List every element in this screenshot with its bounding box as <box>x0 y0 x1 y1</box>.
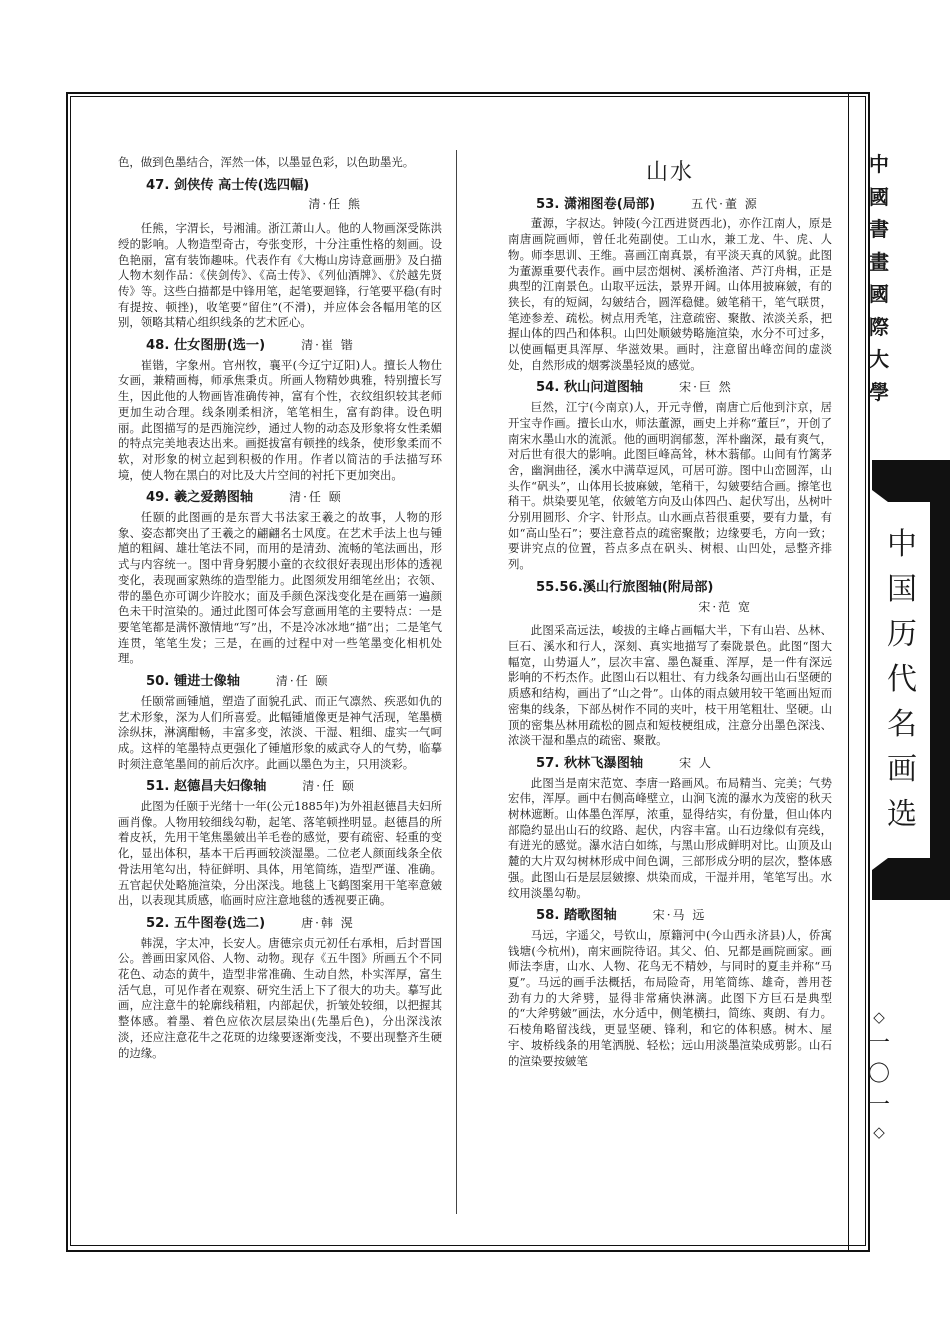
entry-author: 清·任 熊 <box>308 197 362 212</box>
page-number-block <box>864 1006 894 1143</box>
entry-text: 此图为任颐于光绪十一年(公元1885年)为外祖赵德昌夫妇所画肖像。人物用较细线勾勒，起笔、落笔顿挫明显。赵德昌的所着皮袄，先用干笔焦墨皴出羊毛卷的感觉，要有疏密、轻重的变化，显出体积，基本干后再画较淡湿墨。二位老人颜面线条全依骨法用笔勾出，特征鲜明、具体，用笔简练，造型严谨、准确。五官起伏处略施渲染，分出深浅。地毯上飞鹤图案用干笔率意皴出，以表现其质感，临画时应注意地毯的透视要正确。 <box>118 799 442 908</box>
entry-author: 宋·马 远 <box>652 908 707 923</box>
spine-divider <box>848 92 849 1252</box>
entry-title: 54. 秋山问道图轴 <box>536 380 644 396</box>
entry-text: 巨然，江宁(今南京)人，开元寺僧，南唐亡后他到汴京，居开宝寺作画。擅长山水，师法董源，画史上并称“董巨”，开创了南宋水墨山水的流派。他的画明润郁葱，浑朴幽深，最有爽气，对后世有很大的影响。此图巨峰高耸，林木蓊郁。山间有竹篱茅舍，幽涧曲径，溪水中满草逗风，可居可游。图中山峦圆浑，山头作“矾头”，山体用长披麻皴，笔稍干，勾皴要结合画。擦笔也稍干。烘染要见笔，依皴笔方向及山体四凸、起伏写出，丛树叶分别用圆形、介字、针形点。山水画点苔很重要，要有力量，有如“高山坠石”；要注意苔点的疏密聚散；边缘要毛，方向一致；要讲究点的位置，苔点多点在矾头、树根、山凹处，忌整齐排列。 <box>508 400 832 572</box>
column-divider <box>456 150 457 1214</box>
entry-text: 董源，字叔达。钟陵(今江西进贤西北)，亦作江南人，原是南唐画院画师，曾任北苑副使。工山水，兼工龙、牛、虎、人物。师李思训、王维。喜画江南真景，有平淡天真的风貌。此图为董源重要代表作。画中层峦烟树、溪桥渔渚、芦汀舟楫，正是典型的江南景色。山取平远法，景界开阔。山体用披麻皴，有的狭长，有的短阔，勾皴结合，圆浑稳健。皴笔稍干，笔气联贯，笔迹参差、疏松。树点用秃笔，注意疏密、聚散、浓淡关系，把握山体的四凸和体积。山凹处顺皴势略施渲染，水分不可过多，以使画幅更具浑厚、华滋效果。画时，注意留出峰峦间的虚淡处，自然形成的烟雾淡墨轻岚的感觉。 <box>508 216 832 372</box>
section-title: 山水 <box>645 160 694 185</box>
left-column <box>118 155 442 1061</box>
entry-title: 57. 秋林飞瀑图轴 <box>536 755 644 771</box>
entry-heading <box>146 916 442 932</box>
entry-author: 唐·韩 滉 <box>301 915 355 930</box>
right-column <box>508 160 832 1069</box>
intro-tail: 色，做到色墨结合，浑然一体，以墨显色彩，以色助墨光。 <box>118 155 415 169</box>
entry-heading: 47. 剑侠传 高士传(选四幅) <box>146 177 310 193</box>
entry-title: 58. 踏歌图轴 <box>536 908 617 924</box>
diamond-ornament-top: ◇ <box>873 1008 885 1026</box>
book-title: 中国历代名画选 <box>887 527 917 832</box>
entry-title: 49. 羲之爱鹅图轴 <box>146 490 254 506</box>
entry-text: 韩滉，字太冲，长安人。唐德宗贞元初任右承相，后封晋国公。善画田家风俗、人物、动物。现存《五牛图》所画五个不同花色、动态的黄牛，造型非常准确、生动自然，朴实浑厚，富生活气息，可见作者在观察、研究生活上下了很大的功夫。摹写此画，应注意牛的轮廓线稍粗，内部起伏，折皱处较细，以把握其整体感。着墨、着色应依次层层染出(先墨后色)，分出深浅浓淡，还应注意花牛之花斑的边缘要逐渐变浅，不要出现整齐生硬的边缘。 <box>118 935 442 1060</box>
entry-author: 清·任 颐 <box>289 490 343 505</box>
entry-author: 宋·范 宽 <box>698 599 752 614</box>
entry-author: 宋 人 <box>679 755 713 770</box>
entry-text: 任颐的此图画的是东晋大书法家王羲之的故事，人物的形象、姿态都突出了王羲之的翩翩名士风度。在艺术手法上也与锺馗的粗阔、雄壮笔法不同，而用的是清劲、流畅的笔法画出，形式与内容统一。图中背身躬腰小童的衣纹很好表现出形体的透视变化，表现画家熟练的造型能力。此图须发用细笔丝出；衣领、带的墨色亦可调少许胶水；面及手颜色深浅变化是在画第一遍颜色未干时渲染的。通过此图可体会写意画用笔的主要特点：一是要笔笔都是满怀激情地“写”出，不是冷冰冰地“描”出；二是笔气连贯，笔笔生发；三是，在画的过程中对一些笔墨变化相机处理。 <box>118 510 442 666</box>
entry-text: 任颐常画锺馗，塑造了面貌孔武、而正气凛然、疾恶如仇的艺术形象，深为人们所喜爱。此幅锺馗像更是神气活现，笔墨横涂纵抹，淋漓酣畅，丰富多变，浓淡、干湿、粗细、虚实一气呵成。这样的笔墨特点更强化了锺馗形象的威武夺人的气势，临摹时须注意笔墨间的前后次序。此画以墨色为主，只用淡彩。 <box>118 693 442 771</box>
entry-heading <box>536 756 832 772</box>
entry-title: 48. 仕女图册(选一) <box>146 338 266 354</box>
entry-heading <box>146 338 442 354</box>
entry-heading <box>146 490 442 506</box>
entry-author: 宋·巨 然 <box>679 380 733 395</box>
entry-text: 崔锴，字象州。官州牧，襄平(今辽宁辽阳)人。擅长人物仕女画，兼精画梅，师承焦秉贞。所画人物精妙典雅，特别擅长写生，因此他的人物画皆准确传神，富有个性，衣纹组织较其老师更加生动合理。线条刚柔相济，笔笔相生，富有韵律。设色明丽。此图描写的是西施浣纱，通过人物的动态及形象将女性柔媚的特点完美地表达出来。画挺拔富有顿挫的线条，使形象柔而不软，对形象的树立起到积极的作用。作者以简洁的手法描写环境，使人物在黑白的对比及大片空间的衬托下更加突出。 <box>118 357 442 482</box>
entry-title: 53. 潇湘图卷(局部) <box>536 196 656 212</box>
entry-title: 52. 五牛图卷(选二) <box>146 915 266 931</box>
entry-heading: 55.56.溪山行旅图轴(附局部) <box>536 579 714 595</box>
entry-heading <box>536 908 832 924</box>
entry-author: 清·任 颐 <box>302 779 356 794</box>
entry-author: 五代·董 源 <box>691 196 759 211</box>
entry-text: 马远，字遥父，号钦山，原籍河中(今山西永济县)人，侨寓钱塘(今杭州)，南宋画院待诏。其父、伯、兄都是画院画家。画师法李唐，山水、人物、花鸟无不精妙，与同时的夏圭并称“马夏”。马远的画手法概括，布局险奇，用笔简练、雄奇，善用苍劲有力的大斧劈，显得非常痛快淋漓。此图下方巨石是典型的“大斧劈皴”画法，水分适中，侧笔横扫，简练、爽朗、有力。石棱角略留浅线，更显坚硬、锋利，和它的体积感。树木、屋宇、坡桥线条的用笔洒脱、轻松；远山用淡墨渲染成剪影。山石的渲染要按皴笔 <box>508 927 832 1068</box>
diamond-ornament-bottom: ◇ <box>873 1123 885 1141</box>
entry-text: 此图当是南宋范宽、李唐一路画风。布局精当、完美；气势宏伟，浑厚。画中右侧高峰壁立，山涧飞流的瀑水为茂密的秋天树林遮断。山体墨色浑厚，浓重，显得结实，有份量，但山体内部隐约显出山石的纹路、起伏，内容丰富。山石边缘似有亮线，有迸光的感觉。瀑水洁白如练，与黑山形成鲜明对比。山顶及山麓的大片双勾树林形成中间色调，三部形成分明的层次，整体感强。此图山石是层层皴擦、烘染而成，干湿并用，笔笔写出。水纹用淡墨勾勒。 <box>508 775 832 900</box>
entry-heading <box>536 197 832 213</box>
entry-heading <box>146 779 442 795</box>
entry-text: 此图采高远法，峻拔的主峰占画幅大半，下有山岩、丛林、巨石、溪水和行人，深刻、真实地描写了秦陇景色。此图“图大幅宽，山势逼人”，层次丰富、墨色凝重、浑厚，是一件有深远影响的不朽杰作。此图山石以粗壮、有力线条勾画出山石坚硬的质感和结构，画出了“山之骨”。山体的雨点皴用较干笔画出短而密集的线条，下部丛树作不同的夹叶，枝干用笔粗壮、坚硬。山顶的密集丛林用疏松的圆点和短枝梗组成，注意分出墨色深浅、浓淡干湿和墨点的疏密、聚散。 <box>508 623 832 748</box>
entry-author: 清·崔 锴 <box>301 338 355 353</box>
page-number: 一〇一 <box>868 1031 891 1118</box>
publication-name: 中國書畫國際大學 <box>869 152 889 404</box>
entry-heading <box>536 380 832 396</box>
entry-text: 任熊，字渭长，号湘浦。浙江萧山人。他的人物画深受陈洪绶的影响。人物造型奇古，夸张变形，十分注重性格的刻画。设色艳丽，富有装饰趣味。代表作有《大梅山房诗意画册》及白描人物木刻作品：《侠剑传》、《高士传》、《列仙酒牌》、《於越先贤传》等。这些白描都是中锋用笔，起笔要迴锋，行笔要平稳(有时有提按、顿挫)，收笔要“留住”(不滑)，并应体会各幅用笔的区别，领略其精心组织线条的艺术匠心。 <box>118 221 442 330</box>
entry-author: 清·任 颐 <box>275 674 330 689</box>
entry-title: 51. 赵德昌夫妇像轴 <box>146 779 267 795</box>
entry-heading <box>146 674 442 690</box>
entry-title: 50. 锺进士像轴 <box>146 674 240 690</box>
